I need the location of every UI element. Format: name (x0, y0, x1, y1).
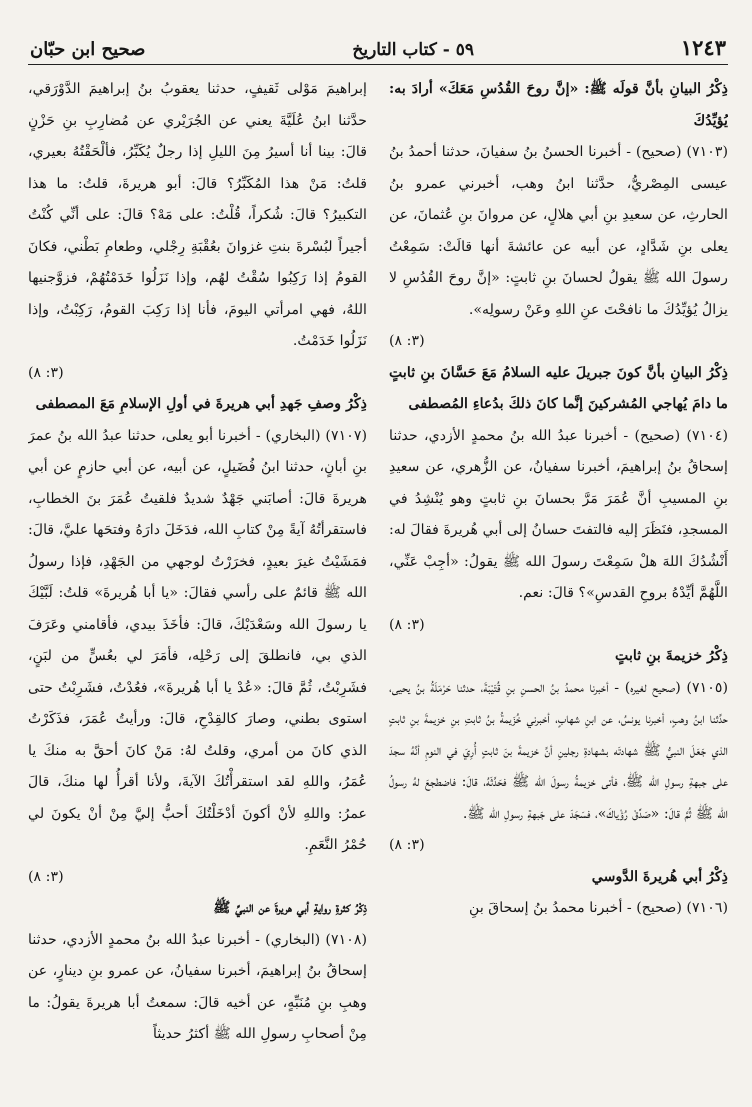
text-columns (28, 74, 728, 1086)
section-heading: ذِكْرُ كثرةِ روايةِ أبي هريرةَ عن النبيِّ ﷺ (213, 900, 367, 916)
chapter-title: ٥٩ - كتاب التاريخ (352, 40, 474, 60)
left-column (28, 74, 367, 1086)
hadith-text: (٧١٠٤) (صحيح) - أخبرنا عبدُ الله بنُ محمدٍ الأزدي، حدثنا إسحاقُ بنُ إبراهيمَ، أخبرنا سفيانُ، عن الزُّهري، عن سعيدِ بنِ المسيبِ أنَّ عُمَرَ مَرَّ بحسانَ بنِ ثابتٍ وهو يُنْشِدُ في المسجدِ، فنَظَرَ إليه فالتفتَ حسانُ إلى أبي هُريرةَ فقالَ له: أَنْشُدُكَ اللهَ هلْ سَمِعْتَ رسولَ الله ﷺ يقولُ: «أجِبْ عَنِّي، اللَّهُمَّ أيِّدْهُ بروحِ القدسِ»؟ قالَ: نعم. (389, 427, 728, 601)
hadith-text: (٧١٠٦) (صحيح) - أخبرنا محمدُ بنُ إسحاقَ بنِ (469, 900, 728, 916)
hadith-text: (٧١٠٧) (البخاري) - أخبرنا أبو يعلى، حدثنا عبدُ الله بنُ عمرَ بنِ أبانٍ، حدثنا ابنُ فُضَيلٍ، عن أبيه، عن أبي حازمٍ عن أبي هريرةَ قالَ: أصابَني جَهْدٌ شديدٌ فلقيتُ عُمَرَ بنَ الخطابِ، فاستقرأتُهُ آيةً مِنْ كتابِ الله، فدَخَلَ دارَهُ وفتحَها عليَّ، قالَ: فمَشَيْتُ غيرَ بعيدٍ، فخرَرْتُ لوجهي من الجَهْدِ، فإذا رسولُ الله ﷺ قائمٌ على رأسي فقالَ: «يا أبا هُريرةَ» قلتُ: لَبَّيْكَ يا رسولَ الله وسَعْدَيْكَ، قالَ: فأخَذَ بيدي، فأقامني وعَرَفَ الذي بي، فانطلقَ إلى رَحْلِه، فأمَرَ لي بعُسٍّ من لبَنٍ، فشَرِبْتُ، ثُمَّ قالَ: «عُدْ يا أبا هُريرةَ»، فعُدْتُ، فشَرِبْتُ حتى استوى بطني، وصارَ كالقِدْحِ، قالَ: ورأيتُ عُمَرَ، فذَكَرْتُ الذي كانَ من أمري، وقلتُ لهُ: مَنْ كانَ أحقَّ به منكَ يا عُمَرُ، واللهِ لقد استقرأْتُكَ الآيةَ، ولأنا أقرأُ لها منكَ، قالَ عمرُ: واللهِ لأنْ أكونَ أدْخَلْتُكَ أحبُّ إليَّ مِنْ أنْ يكونَ لي حُمْرُ النَّعَمِ. (28, 427, 367, 853)
running-header (28, 26, 728, 65)
right-column (389, 74, 728, 1086)
section-heading: ذِكْرُ أبي هُريرةَ الدَّوسي (591, 868, 728, 885)
book-title: صحيح ابن حبّان (30, 39, 146, 60)
book-page (28, 26, 728, 1086)
hadith-text: إبراهيمَ مَوْلى ثَقيفٍ، حدثنا يعقوبُ بنُ إبراهيمَ الدَّوْرَقي، حدَّثنا ابنُ عُلَيَّةَ يعني عن الجُرَيْري عن مُضارِبِ بنِ حَزْنٍ قالَ: بينا أنا أسيرُ مِنَ الليلِ إذا رجلٌ يُكَبِّرُ، فألْحَقْتُهُ بعيري، قلتُ: مَنْ هذا المُكَبِّرُ؟ قالَ: أبو هريرةَ، قلتُ: ما هذا التكبيرُ؟ قالَ: شُكراً، قُلْتُ: على مَهْ؟ قالَ: على أنِّي كُنْتُ أجيراً لبُسْرةَ بنتِ غزوانَ بعُقْبَةِ رِجْلي، وطعامِ بَطْني، فكانَ القومُ إذا رَكِبُوا سُقْتُ لهُم، وإذا نَزَلُوا خَدَمْتُهُمْ، فزوَّجنيها اللهُ، فهي امرأتي اليومَ، فأنا إذا رَكِبَ القومُ، رَكِبْتُ، وإذا نَزَلُوا خَدَمْتُ. (28, 81, 367, 349)
reference-number: (٣: ٨) (389, 837, 425, 853)
page-number: ١٢٤٣ (680, 35, 726, 60)
section-heading: ذِكْرُ البيانِ بأنَّ كونَ جبريلَ عليه السلامُ مَعَ حَسَّانَ بنِ ثابتٍ ما دامَ يُهاجي المُشركينَ إنَّما كانَ ذلكَ بدُعاءِ المُصطفى (389, 364, 728, 412)
section-heading: ذِكْرُ وصفِ جَهدِ أبي هريرةَ في أولِ الإسلامِ مَعَ المصطفى (35, 396, 367, 412)
section-heading: ذِكْرُ خزيمةَ بنِ ثابتٍ (615, 648, 728, 664)
reference-number: (٣: ٨) (389, 333, 425, 349)
reference-number: (٣: ٨) (28, 364, 64, 381)
hadith-text: (٧١٠٣) (صحيح) - أخبرنا الحسنُ بنُ سفيانَ، حدثنا أحمدُ بنُ عيسى المِصْريُّ، حدَّثنا ابنُ وهب، أخبرني عمرو بنُ الحارثِ، عن سعيدِ بنِ أبي هلالٍ، عن مروانَ بنِ عُثمانَ، عن يعلى بنِ شَدَّادٍ، عن أبيه عن عائشةَ أنها قالَتْ: سَمِعْتُ رسولَ الله ﷺ يقولُ لحسانَ بنِ ثابتٍ: «إنَّ روحَ القُدُسِ لا يزالُ يُؤيِّدُكَ ما نافحْتَ عنِ اللهِ وعَنْ رسولِه». (389, 144, 728, 318)
reference-number: (٣: ٨) (28, 868, 64, 885)
hadith-text: (٧١٠٥) (صحيح لغيره) - أخبرنا محمدُ بنُ الحسنِ بنِ قُتَيْبَةَ، حدثنا حَرْمَلَةُ بنُ يحيى، حدَّثنا ابنُ وهبٍ، أخبرنا يونسُ، عن ابنِ شهابٍ، أخبرني خُزَيمةُ بنُ ثابتِ بنِ خزيمةَ بنِ ثابتٍ الذي جَعَلَ النبيُّ ﷺ شهادتَه بشهادةِ رجلينِ أنَّ خزيمةَ بنَ ثابتٍ أُرِيَ في النومِ أنَّهُ سجدَ على جبهةِ رسولِ الله ﷺ، فأتى خزيمةُ رسولَ الله ﷺ فحَدَّثَهُ، قالَ: فاضطجعَ لهُ رسولُ الله ﷺ ثُمَّ قالَ: «صَدِّقْ رُؤْياكَ»، فسَجَدَ على جَبهةِ رسولِ الله ﷺ. (389, 679, 728, 822)
section-heading: ذِكْرُ البيانِ بأنَّ قولَه ﷺ: «إنَّ روحَ القُدُسِ مَعَكَ» أرادَ به: يُؤيِّدُكَ (389, 81, 728, 129)
hadith-text: (٧١٠٨) (البخاري) - أخبرنا عبدُ الله بنُ محمدٍ الأزدي، حدثنا إسحاقُ بنُ إبراهيمَ، أخبرنا سفيانُ، عن عمرو بنِ دينارٍ، عن وهبِ بنِ مُنَبِّهٍ، عن أخيه قالَ: سمعتُ أبا هريرةَ يقولُ: ما مِنْ أصحابِ رسولِ الله ﷺ أكثرُ حديثاً (28, 931, 367, 1042)
reference-number: (٣: ٨) (389, 616, 425, 633)
